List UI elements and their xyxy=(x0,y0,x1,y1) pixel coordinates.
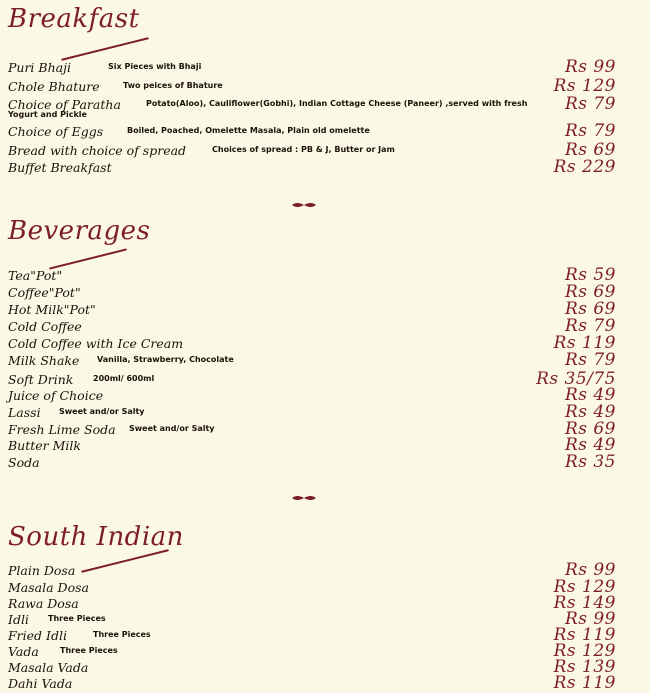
menu-item-row xyxy=(0,641,650,661)
menu-item-price: Rs 129 xyxy=(553,76,616,96)
menu-item-row xyxy=(0,625,650,645)
menu-item-row xyxy=(0,369,650,389)
heading-swash xyxy=(61,37,149,61)
menu-item-row xyxy=(0,609,650,629)
menu-item-row xyxy=(0,350,650,370)
menu-item-price: Rs 69 xyxy=(564,140,616,160)
menu-item-price: Rs 119 xyxy=(553,673,616,693)
menu-item-row xyxy=(0,593,650,613)
menu-item-price: Rs 149 xyxy=(553,593,616,613)
menu-item-row xyxy=(0,657,650,677)
menu-item-row xyxy=(0,265,650,285)
menu-item-description: Three Pieces xyxy=(60,646,118,655)
menu-item-description: Two peices of Bhature xyxy=(123,81,223,90)
menu-item-description: Three Pieces xyxy=(93,630,151,639)
heading-swash xyxy=(49,248,127,269)
menu-item-description: Boiled, Poached, Omelette Masala, Plain old omelette xyxy=(127,126,370,135)
menu-item-name: Cold Coffee xyxy=(8,319,82,334)
menu-item-price: Rs 35/75 xyxy=(536,369,616,389)
menu-item-name: Coffee"Pot" xyxy=(8,285,81,300)
menu-item-row xyxy=(0,299,650,319)
menu-item-name: Buffet Breakfast xyxy=(8,160,112,175)
menu-item-name: Fresh Lime Soda xyxy=(8,422,116,437)
menu-item-row xyxy=(0,76,650,96)
menu-item-row xyxy=(0,140,650,160)
menu-item-description: Six Pieces with Bhaji xyxy=(108,62,202,71)
menu-item-row xyxy=(0,452,650,472)
menu-item-name: Idli xyxy=(8,612,29,627)
menu-item-description: Yogurt and Pickle xyxy=(8,110,87,119)
menu-item-price: Rs 69 xyxy=(564,282,616,302)
menu-item-price: Rs 79 xyxy=(564,121,616,141)
menu-item-price: Rs 49 xyxy=(564,385,616,405)
menu-item-row xyxy=(0,385,650,405)
menu-item-price: Rs 99 xyxy=(564,57,616,77)
menu-item-price: Rs 119 xyxy=(553,625,616,645)
menu-item-name: Dahi Vada xyxy=(8,676,73,691)
menu-item-row xyxy=(0,282,650,302)
menu-item-price: Rs 79 xyxy=(564,350,616,370)
menu-item-name: Cold Coffee with Ice Cream xyxy=(8,336,184,351)
menu-item-description: Potato(Aloo), Cauliflower(Gobhi), Indian Cottage Cheese (Paneer) ,served with fresh xyxy=(146,99,528,108)
menu-item-row xyxy=(0,57,650,77)
menu-item-price: Rs 129 xyxy=(553,641,616,661)
menu-item-price: Rs 69 xyxy=(564,299,616,319)
heading-south-indian: South Indian xyxy=(8,522,184,552)
menu-item-row xyxy=(0,560,650,580)
menu-item-name: Choice of Paratha xyxy=(8,97,121,112)
menu-item-price: Rs 79 xyxy=(564,94,616,114)
menu-item-row xyxy=(0,94,650,119)
menu-item-price: Rs 35 xyxy=(564,452,616,472)
menu-item-name: Tea"Pot" xyxy=(8,268,63,283)
menu-item-name: Masala Vada xyxy=(8,660,89,675)
menu-item-row xyxy=(0,402,650,422)
menu-item-price: Rs 119 xyxy=(553,333,616,353)
menu-item-description: 200ml/ 600ml xyxy=(93,374,155,383)
menu-item-name: Rawa Dosa xyxy=(8,596,79,611)
menu-item-name: Bread with choice of spread xyxy=(8,143,187,158)
menu-item-price: Rs 79 xyxy=(564,316,616,336)
menu-item-row xyxy=(0,577,650,597)
menu-item-name: Chole Bhature xyxy=(8,79,100,94)
menu-item-price: Rs 59 xyxy=(564,265,616,285)
menu-item-row xyxy=(0,316,650,336)
menu-item-name: Plain Dosa xyxy=(8,563,76,578)
menu-item-row xyxy=(0,121,650,141)
menu-item-row xyxy=(0,419,650,439)
section-divider-ornament xyxy=(290,201,318,209)
menu-item-name: Juice of Choice xyxy=(8,388,104,403)
menu-item-description: Vanilla, Strawberry, Chocolate xyxy=(97,355,234,364)
heading-breakfast: Breakfast xyxy=(8,4,140,34)
menu-item-name: Milk Shake xyxy=(8,353,80,368)
menu-item-name: Choice of Eggs xyxy=(8,124,104,139)
menu-item-name: Soda xyxy=(8,455,40,470)
menu-item-price: Rs 129 xyxy=(553,577,616,597)
menu-item-price: Rs 49 xyxy=(564,435,616,455)
menu-item-price: Rs 229 xyxy=(553,157,616,177)
menu-item-name: Butter Milk xyxy=(8,438,81,453)
menu-item-price: Rs 69 xyxy=(564,419,616,439)
menu-item-description: Three Pieces xyxy=(48,614,106,623)
section-divider-ornament xyxy=(290,494,318,502)
menu-item-name: Masala Dosa xyxy=(8,580,89,595)
menu-item-price: Rs 99 xyxy=(564,609,616,629)
menu-item-name: Fried Idli xyxy=(8,628,67,643)
menu-item-price: Rs 139 xyxy=(553,657,616,677)
menu-item-description: Sweet and/or Salty xyxy=(129,424,215,433)
menu-item-name: Soft Drink xyxy=(8,372,74,387)
menu-item-row xyxy=(0,435,650,455)
menu-item-name: Hot Milk"Pot" xyxy=(8,302,96,317)
menu-item-row xyxy=(0,673,650,693)
menu-item-price: Rs 99 xyxy=(564,560,616,580)
heading-beverages: Beverages xyxy=(8,216,151,246)
menu-item-row xyxy=(0,157,650,177)
menu-item-name: Lassi xyxy=(8,405,41,420)
menu-item-row xyxy=(0,333,650,353)
menu-item-name: Vada xyxy=(8,644,39,659)
menu-item-description: Sweet and/or Salty xyxy=(59,407,145,416)
menu-item-name: Puri Bhaji xyxy=(8,60,71,75)
menu-item-price: Rs 49 xyxy=(564,402,616,422)
menu-item-description: Choices of spread : PB & J, Butter or Jam xyxy=(212,145,395,154)
